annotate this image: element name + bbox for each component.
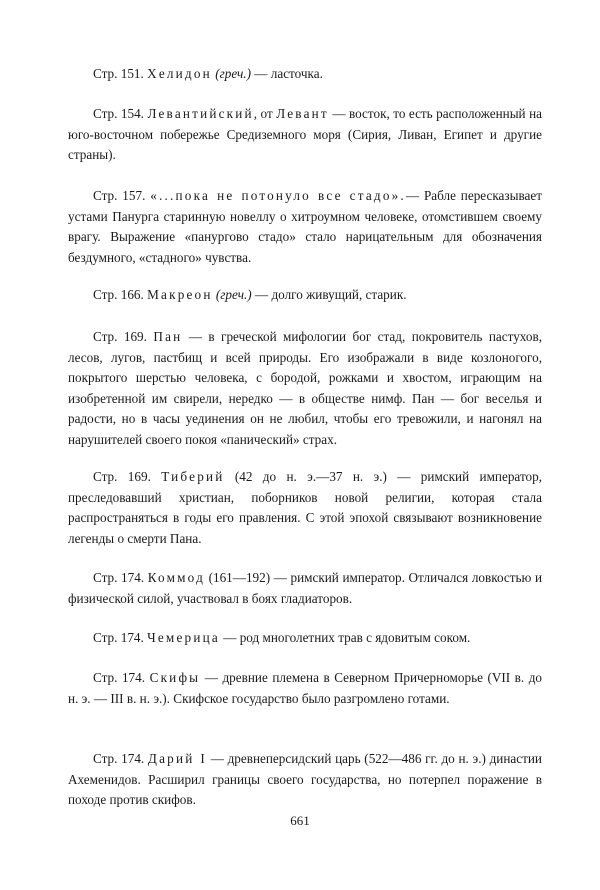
entry-pan <box>68 327 542 450</box>
entry-skify <box>68 668 542 709</box>
term: Скифы <box>149 670 201 685</box>
entry-stado <box>68 186 542 268</box>
definition: — Рабле пересказывает устами Панурга старинную новеллу о хитроумном человеке, отомстившем своему врагу. Выражение «панургово стадо» стало нарицательным для обозначения бездумного, «стадного» чувства. <box>68 188 542 265</box>
language-note: (греч.) <box>215 287 252 302</box>
definition: — долго живущий, старик. <box>251 287 407 302</box>
term: Макреон <box>147 287 213 302</box>
page-ref: Стр. 174. <box>93 751 145 766</box>
definition: — древние племена в Северном Причерноморье (VII в. до н. э. — III в. н. э.). Скифское государство было разгромлено готами. <box>68 670 543 706</box>
page-ref: Стр. 154. <box>93 106 144 121</box>
definition: — род многолетних трав с ядовитым соком. <box>219 630 471 645</box>
term: «...пока не потонуло все стадо». <box>150 188 406 203</box>
definition: — древнеперсидский царь (522—486 гг. до н. э.) династии Ахеменидов. Расширил границы своего государства, но потерпел поражение в походе против скифов. <box>68 751 542 807</box>
entry-levantiysky <box>68 104 542 166</box>
page-ref: Стр. 166. <box>93 287 144 302</box>
entry-dariy <box>68 749 542 811</box>
definition: — восток, то есть расположенный на юго-восточном побережье Средиземного моря (Сирия, Ливан, Египет и другие страны). <box>68 106 542 162</box>
definition: — ласточка. <box>250 66 323 81</box>
page-ref: Стр. 157. <box>93 188 146 203</box>
page-ref: Стр. 174. <box>93 630 144 645</box>
page-ref: Стр. 169. <box>93 469 151 484</box>
definition: (161—192) — римский император. Отличался ловкостью и физической силой, участвовал в боях гладиаторов. <box>68 570 543 606</box>
entry-tiberiy <box>68 467 542 549</box>
term: Чемерица <box>147 630 220 645</box>
entry-makreon <box>68 285 542 306</box>
term: Коммод <box>147 570 205 585</box>
entry-chemeritsa <box>68 628 542 649</box>
page-number: 661 <box>290 813 310 828</box>
term: Тиберий <box>161 469 225 484</box>
connector: , от <box>253 106 277 121</box>
definition: — в греческой мифологии бог стад, покровитель пастухов, лесов, лугов, пастбищ и всей природы. Его изображали в виде козлоногого, покрытого шерстью человека, с бородой, рожками и хвостом, играющим на изобретенной им свирели, нередко — в обществе нимф. Пан — бог веселья и радости, но в часы уединения он не любил, чтобы его тревожили, и нагонял на нарушителей своего покоя «панический» страх. <box>68 329 543 447</box>
term-secondary: Левант <box>276 106 329 121</box>
entry-helidon <box>68 64 542 85</box>
term: Хелидон <box>147 66 212 81</box>
page-ref: Стр. 174. <box>93 670 146 685</box>
language-note: (греч.) <box>215 66 251 81</box>
page-ref: Стр. 151. <box>93 66 144 81</box>
term: Дарий I <box>147 751 207 766</box>
page-ref: Стр. 169. <box>93 329 147 344</box>
page-ref: Стр. 174. <box>93 570 145 585</box>
term: Левантийский <box>147 106 254 121</box>
definition: (42 до н. э.—37 н. э.) — римский император, преследовавший христиан, поборников новой религии, которая стала распространяться в годы его правления. С этой эпохой связывают возникновение легенды о смерти Пана. <box>68 469 543 546</box>
term: Пан <box>153 329 183 344</box>
entry-kommod <box>68 568 542 609</box>
